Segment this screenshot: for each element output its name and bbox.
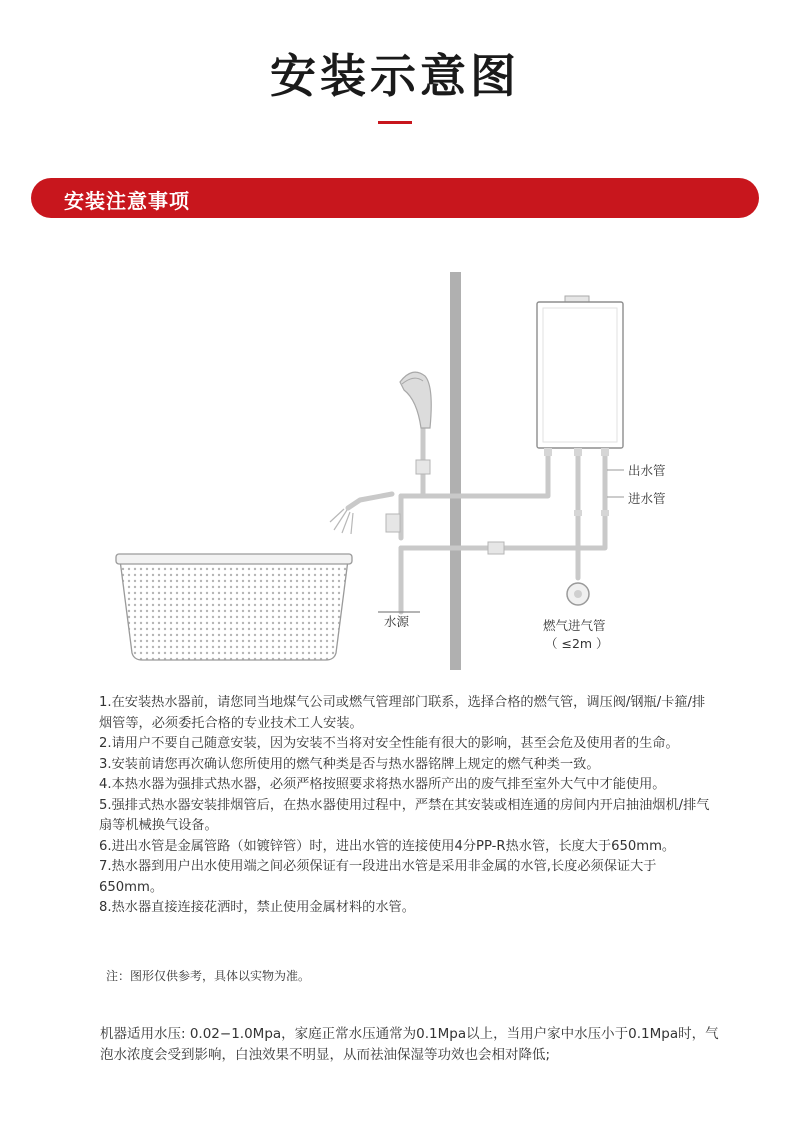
note-item: 2.请用户不要自己随意安装，因为安装不当将对安全性能有很大的影响，甚至会危及使用者的生命。	[99, 736, 679, 751]
note-item: 3.安装前请您再次确认您所使用的燃气种类是否与热水器铭牌上规定的燃气种类一致。	[99, 756, 600, 772]
water-spray	[330, 509, 353, 534]
wall	[450, 272, 461, 670]
cold-line-valve	[488, 542, 504, 554]
note-item: 8.热水器直接连接花洒时，禁止使用金属材料的水管。	[99, 900, 415, 915]
page-title: 安装示意图	[270, 49, 520, 103]
gas-inlet-label: 燃气进气管	[543, 618, 606, 633]
installation-notes	[99, 693, 715, 919]
water-out-label: 出水管	[628, 463, 666, 478]
faucet-valve	[386, 514, 400, 532]
water-source-label: 水源	[384, 614, 410, 629]
note-item: 6.进出水管是金属管路（如镀锌管）时，进出水管的连接使用4分PP-R热水管，长度大于650mm。	[99, 838, 676, 854]
water-heater	[537, 296, 623, 448]
shower-head	[400, 372, 431, 428]
shower-valve	[416, 460, 430, 474]
note-item: 5.强排式热水器安装排烟管后，在热水器使用过程中，严禁在其安装或相连通的房间内开启抽油烟机/排气扇等机械换气设备。	[99, 797, 710, 833]
section-banner-label: 安装注意事项	[64, 189, 190, 213]
disclaimer-text: 注：图形仅供参考，具体以实物为准。	[106, 969, 311, 983]
note-item: 4.本热水器为强排式热水器，必须严格按照要求将热水器所产出的废气排至室外大气中才能使用。	[99, 777, 666, 792]
title-underline	[378, 121, 412, 124]
section-banner	[31, 178, 759, 218]
water-in-label: 进水管	[628, 491, 666, 506]
note-item: 1.在安装热水器前，请您同当地煤气公司或燃气管理部门联系，选择合格的燃气管，调压阀/钢瓶/卡箍/排烟管等，必须委托合格的专业技术工人安装。	[99, 695, 706, 731]
leader-lines	[607, 470, 624, 497]
note-item: 7.热水器到用户出水使用端之间必须保证有一段进出水管是采用非金属的水管,长度必须保证大于650mm。	[99, 859, 657, 895]
water-pressure-note: 机器适用水压: 0.02−1.0Mpa，家庭正常水压通常为0.1Mpa以上，当用户家中水压小于0.1Mpa时，气泡水浓度会受到影响，白浊效果不明显，从而祛油保湿等功效也会相对降低;	[100, 1026, 719, 1063]
gas-inlet-note: （ ≤2m ）	[545, 636, 609, 651]
wash-basket	[116, 554, 352, 660]
installation-diagram	[0, 260, 790, 680]
